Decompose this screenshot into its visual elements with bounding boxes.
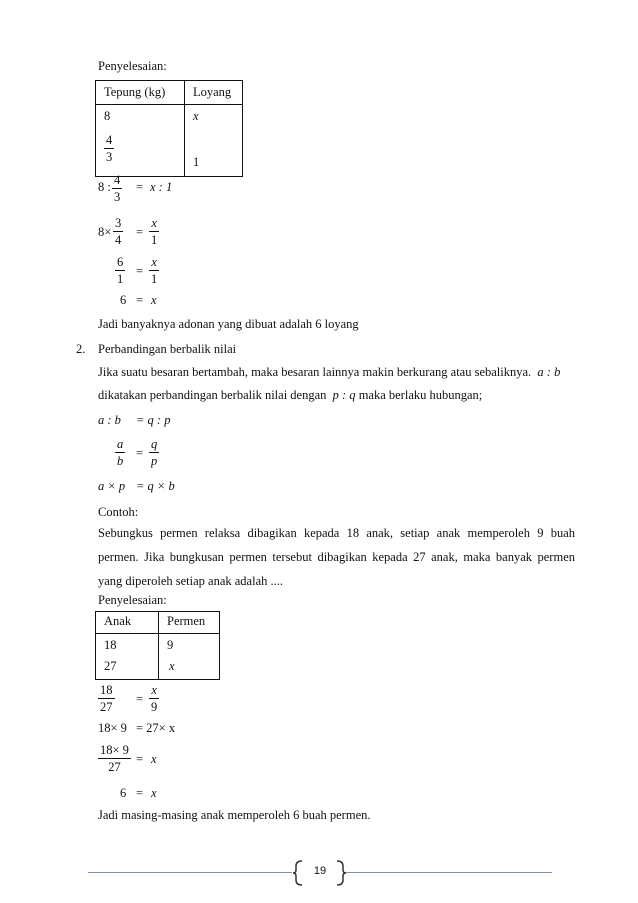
table-cell: 8 4 3 xyxy=(96,105,185,177)
equals-sign: = xyxy=(136,293,144,307)
step-3-fraction-right: x 1 xyxy=(151,255,158,286)
formula-2-fraction-right: q p xyxy=(151,437,158,468)
formula-1-right: = q : p xyxy=(136,413,171,427)
step-2-fraction-left: 3 4 xyxy=(115,216,122,247)
table-header: Anak xyxy=(96,612,159,634)
step-6-left: 18× 9 xyxy=(98,721,127,735)
step-8-right: x xyxy=(151,786,157,800)
list-number: 2. xyxy=(76,342,86,356)
step-8-left: 6 xyxy=(120,786,127,800)
table-cell: 9 x xyxy=(159,634,220,680)
conclusion-1: Jadi banyaknya adonan yang dibuat adalah 6 loyang xyxy=(98,317,359,331)
section-title: Perbandingan berbalik nilai xyxy=(98,342,237,356)
formula-1-left: a : b xyxy=(98,413,121,427)
step-2-fraction-right: x 1 xyxy=(151,216,158,247)
equals-sign: = xyxy=(136,752,144,766)
flour-pan-table xyxy=(95,80,243,177)
equals-sign: = xyxy=(136,692,144,706)
step-1-right: x : 1 xyxy=(150,180,173,194)
example-line-3: yang diperoleh setiap anak adalah .... xyxy=(98,574,283,588)
step-5-fraction-left: 18 27 xyxy=(100,683,113,714)
step-1-left: 8 : xyxy=(98,180,111,194)
formula-3-right: = q × b xyxy=(136,479,175,493)
page-number: 19 xyxy=(313,865,327,877)
conclusion-2: Jadi masing-masing anak memperoleh 6 buah permen. xyxy=(98,808,371,822)
page-bracket-left xyxy=(292,860,304,886)
equals-sign: = xyxy=(136,786,144,800)
fraction-four-thirds: 4 3 xyxy=(106,133,113,164)
table-header: Permen xyxy=(159,612,220,634)
example-label: Contoh: xyxy=(98,505,139,519)
example-line-2: permen. Jika bungkusan permen tersebut dibagikan kepada 27 anak, maka banyak permen xyxy=(98,550,575,564)
solution-label: Penyelesaian: xyxy=(98,593,167,607)
table-header: Loyang xyxy=(185,81,243,105)
step-6-right: = 27× x xyxy=(136,721,176,735)
step-5-fraction-right: x 9 xyxy=(151,683,158,714)
formula-2-fraction-left: a b xyxy=(117,437,124,468)
equals-sign: = xyxy=(136,225,144,239)
children-candy-table xyxy=(95,611,220,680)
step-7-fraction: 18× 9 27 xyxy=(100,743,129,774)
page-bracket-right xyxy=(335,860,347,886)
footer-rule-left xyxy=(88,872,292,873)
solution-heading: Penyelesaian: xyxy=(98,59,167,73)
equals-sign: = xyxy=(136,180,144,194)
description-line-2: dikatakan perbandingan berbalik nilai dengan p : q maka berlaku hubungan; xyxy=(98,388,483,402)
example-line-1: Sebungkus permen relaksa dibagikan kepada 18 anak, setiap anak memperoleh 9 buah xyxy=(98,526,575,540)
formula-3-left: a × p xyxy=(98,479,126,493)
table-cell: x 1 xyxy=(185,105,243,177)
equals-sign: = xyxy=(136,264,144,278)
step-3-fraction-left: 6 1 xyxy=(117,255,124,286)
step-4-right: x xyxy=(151,293,157,307)
equals-sign: = xyxy=(136,446,144,460)
table-cell: 18 27 xyxy=(96,634,159,680)
step-4-left: 6 xyxy=(120,293,127,307)
step-1-fraction: 4 3 xyxy=(114,173,121,204)
step-7-right: x xyxy=(151,752,157,766)
footer-rule-right xyxy=(346,872,552,873)
description-line-1: Jika suatu besaran bertambah, maka besaran lainnya makin berkurang atau sebaliknya. a : b xyxy=(98,365,561,379)
table-header: Tepung (kg) xyxy=(96,81,185,105)
step-2-left: 8× xyxy=(98,225,112,239)
